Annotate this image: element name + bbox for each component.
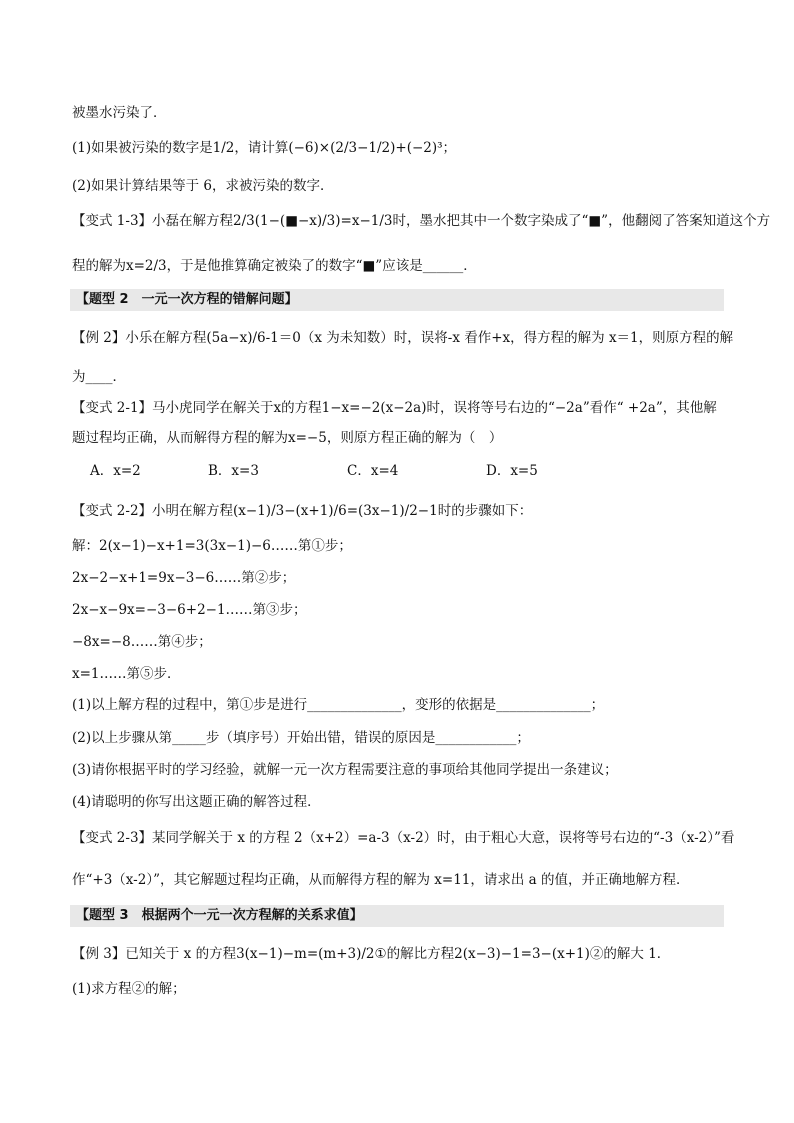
option-c: C．x=4 <box>347 463 399 479</box>
solution-step-5: x=1……第⑤步． <box>72 666 181 682</box>
sub-question-4: (4)请聪明的你写出这题正确的解答过程． <box>72 794 321 810</box>
solution-step-2: 2x−2−x+1=9x−3−6……第②步； <box>72 570 296 586</box>
section-header-type-3: 【题型 3 根据两个一元一次方程解的关系求值】 <box>70 905 724 927</box>
section-header-type-2: 【题型 2 一元一次方程的错解问题】 <box>70 289 724 311</box>
variant-2-1: 【变式 2-1】马小虎同学在解关于x的方程1−x=−2(x−2a)时，误将等号右边的“−2a”看作“ +2a”，其他解 <box>72 400 717 416</box>
solution-step-1: 解：2(x−1)−x+1=3(3x−1)−6……第①步； <box>72 538 352 554</box>
example-2-cont: 为____． <box>72 369 126 385</box>
solution-step-4: −8x=−8……第④步； <box>72 634 212 650</box>
variant-2-3-cont: 作“+3（x-2）”，其它解题过程均正确，从而解得方程的解为 x=11，请求出 a 的值，并正确地解方程． <box>72 872 690 888</box>
sub-question-2: (2)以上步骤从第_____步（填序号）开始出错，错误的原因是____________； <box>72 730 530 746</box>
text-line: 被墨水污染了． <box>72 105 167 121</box>
variant-2-2: 【变式 2-2】小明在解方程(x−1)/3−(x+1)/6=(3x−1)/2−1时的步骤如下： <box>72 503 533 519</box>
example-3-part-1: (1)求方程②的解； <box>72 981 186 997</box>
sub-question-3: (3)请你根据平时的学习经验，就解一元一次方程需要注意的事项给其他同学提出一条建议； <box>72 762 618 778</box>
variant-1-3-cont: 程的解为x=2/3，于是他推算确定被染了的数字“■”应该是______． <box>72 258 477 274</box>
question-1-part-1: (1)如果被污染的数字是1/2，请计算(−6)×(2/3−1/2)+(−2)³； <box>72 140 457 156</box>
option-a: A．x=2 <box>90 463 141 479</box>
example-2: 【例 2】小乐在解方程(5a−x)/6-1＝0（x 为未知数）时，误将-x 看作+x，得方程的解为 x＝1，则原方程的解 <box>72 330 734 346</box>
solution-step-3: 2x−x−9x=−3−6+2−1……第③步； <box>72 602 307 618</box>
option-b: B．x=3 <box>208 463 259 479</box>
example-3: 【例 3】已知关于 x 的方程3(x−1)−m=(m+3)/2①的解比方程2(x−3)−1=3−(x+1)②的解大 1． <box>72 946 671 962</box>
variant-1-3: 【变式 1-3】小磊在解方程2/3(1−(■−x)/3)=x−1/3时，墨水把其中一个数字染成了“■”，他翻阅了答案知道这个方 <box>72 213 771 229</box>
question-1-part-2: (2)如果计算结果等于 6，求被污染的数字． <box>72 178 334 194</box>
variant-2-3: 【变式 2-3】某同学解关于 x 的方程 2（x+2）=a-3（x-2）时，由于粗心大意，误将等号右边的“-3（x-2）”看 <box>72 830 735 846</box>
option-d: D．x=5 <box>486 463 538 479</box>
variant-2-1-cont: 题过程均正确，从而解得方程的解为x=−5，则原方程正确的解为（ ） <box>72 430 503 446</box>
sub-question-1: (1)以上解方程的过程中，第①步是进行______________，变形的依据是______________； <box>72 697 605 713</box>
